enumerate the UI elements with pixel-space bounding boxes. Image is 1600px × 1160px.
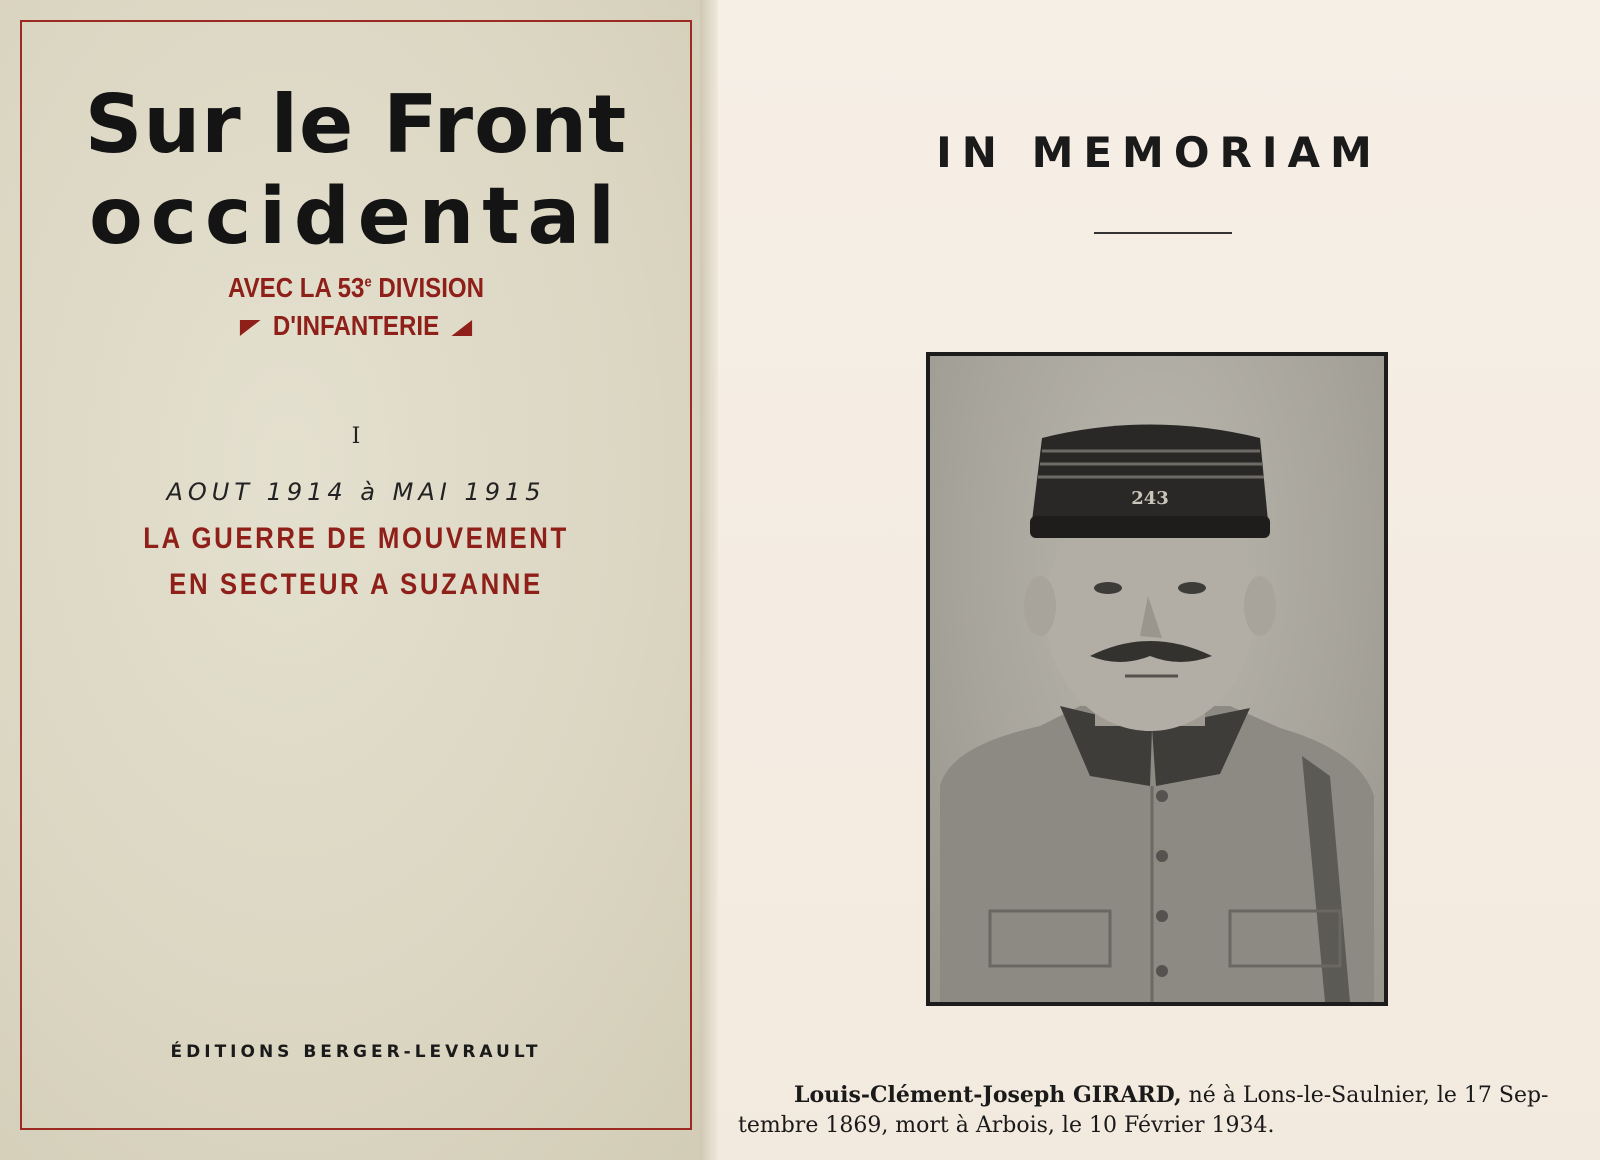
triangle-ornament-right-icon bbox=[451, 320, 472, 336]
caption-line1 bbox=[738, 1080, 1590, 1111]
cover-dates: AOUT 1914 à MAI 1915 bbox=[166, 478, 546, 506]
cover-section-line1: LA GUERRE DE MOUVEMENT bbox=[143, 522, 569, 555]
memorial-page bbox=[718, 0, 1600, 1160]
cover-section-line2: EN SECTEUR A SUZANNE bbox=[169, 568, 543, 601]
caption-line2: tembre 1869, mort à Arbois, le 10 Février 1934. bbox=[738, 1113, 1275, 1138]
portrait-photo bbox=[926, 352, 1388, 1006]
cover-publisher: ÉDITIONS BERGER-LEVRAULT bbox=[170, 1042, 542, 1062]
volume-number: I bbox=[351, 424, 361, 449]
subtitle-text: AVEC LA 53 bbox=[227, 272, 365, 303]
heading-divider bbox=[1094, 232, 1232, 234]
cover-subtitle-line2 bbox=[67, 310, 645, 342]
subtitle-superscript: e bbox=[364, 273, 372, 291]
caption-name: Louis-Clément-Joseph GIRARD, bbox=[794, 1082, 1182, 1108]
memorial-heading: IN MEMORIAM bbox=[936, 128, 1382, 177]
cover-subtitle-line1 bbox=[67, 272, 645, 304]
book-cover bbox=[0, 0, 718, 1160]
subtitle-infanterie: D'INFANTERIE bbox=[272, 310, 440, 341]
subtitle-text-end: DIVISION bbox=[371, 272, 485, 303]
officer-portrait-illustration bbox=[930, 356, 1384, 1002]
cover-title-line1: Sur le Front bbox=[84, 78, 628, 171]
cover-title-line2: occidental bbox=[89, 172, 623, 262]
portrait-caption bbox=[738, 1080, 1590, 1141]
kepi-number: 243 bbox=[1131, 488, 1169, 509]
triangle-ornament-left-icon bbox=[240, 320, 261, 336]
caption-line1-rest: né à Lons-le-Saulnier, le 17 Sep- bbox=[1181, 1083, 1549, 1108]
